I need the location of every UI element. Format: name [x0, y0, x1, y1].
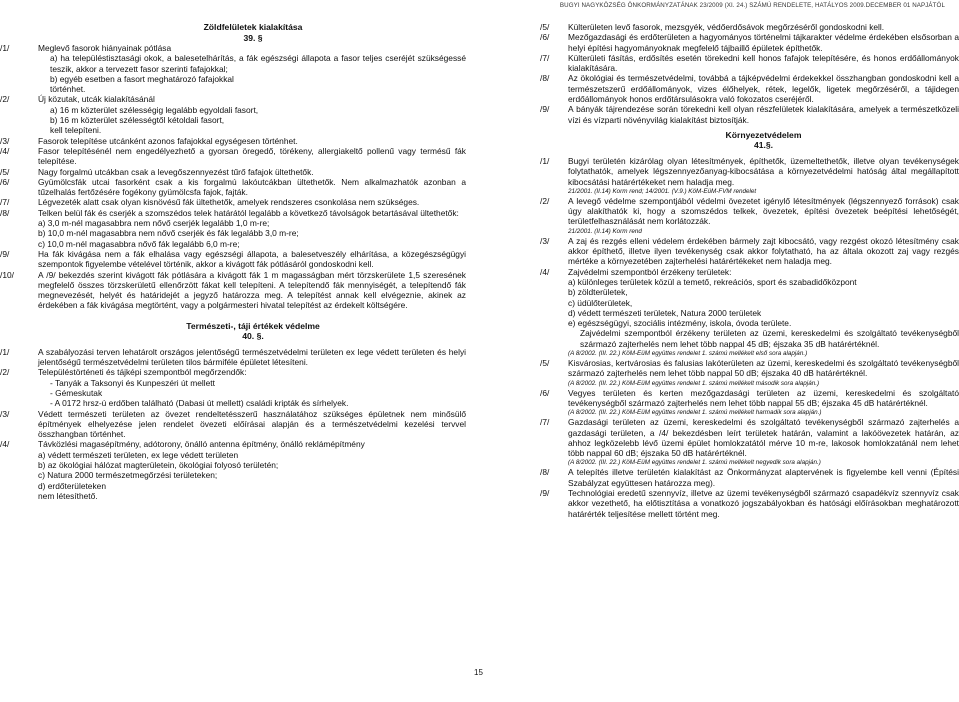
- paragraph-text: Mezőgazdasági és erdőterületen a hagyományos történelmi tájkarakter védelme érdekében elsősorban a helyi építési hagyományoknak megfelelő tájbaillő épületek építhetők.: [568, 32, 959, 53]
- paragraph-9: [493, 104, 959, 125]
- paragraph-8: [493, 73, 959, 104]
- paragraph-3: [0, 136, 466, 146]
- paragraph-number: /6/: [0, 176, 10, 187]
- paragraph-text: Ha fák kivágása nem a fák elhalása vagy egészségi állapota, a balesetveszély elhárítása, a közegészségügyi szempontok figyelembe vételével történik, akkor a kivágott fák pótlásáról gondoskodni kell.: [38, 248, 466, 270]
- list-item: a) védett természeti területen, ex lege védett területen: [38, 449, 239, 460]
- list-item: b) az ökológiai hálózat magterületein, ökológiai folyosó területén;: [38, 459, 279, 470]
- paragraph-number: /3/: [540, 235, 550, 246]
- paragraph-number: /4/: [540, 266, 550, 277]
- paragraph-text: Zajvédelmi szempontból érzékeny területen az üzemi, kereskedelmi és szolgáltató tevékenységből származó zajterhelés nem lehet több nappal 45 dB; éjszaka 35 dB határértéknél.: [580, 328, 959, 349]
- legal-reference-note: 21/2001. (II.14) Korm rend: [568, 227, 642, 235]
- list-item: c) 10,0 m-nél magasabbra nővő fák legalább 6,0 m-re;: [38, 238, 240, 249]
- paragraph-2: [493, 196, 959, 236]
- paragraph-1: [0, 43, 466, 94]
- paragraph-text: Nagy forgalmú utcákban csak a levegőszennyezést tűrő fafajok ültethetők.: [38, 166, 314, 177]
- paragraph-text: Gyümölcsfák utcai fasorként csak a kis forgalmú lakóutcákban ültethetők. Nem alkalmazhatók azonban a tűzelhalás fertőzésére fogékony gyümölcsfa fajok, fajták.: [38, 176, 466, 198]
- paragraph-text: Fasor telepítésénél nem engedélyezhető a gyorsan öregedő, törékeny, allergiakeltő pollenű vagy termésű fák telepítése.: [38, 145, 466, 167]
- paragraph-text: Vegyes területen és kerten mezőgazdasági területen az üzemi, kereskedelmi és szolgáltató tevékenységből származó zajterhelés nem lehet több nappal 55 dB; éjszaka 45 dB határértéknél.: [568, 387, 959, 408]
- paragraph-number: /7/: [0, 197, 10, 208]
- paragraph-text: Településtörténeti és tájképi szempontból megőrzendők:: [38, 367, 247, 378]
- list-item: történhet.: [50, 84, 86, 95]
- paragraph-number: /2/: [540, 195, 550, 206]
- paragraph-number: /2/: [0, 94, 10, 105]
- paragraph-5: [0, 167, 466, 177]
- legal-reference-note: (A 8/2002. (III. 22.) KöM-EüM együttes rendelet 1. számú mellékelt második sora alapján.): [568, 379, 820, 387]
- section-number: 41.§.: [753, 140, 774, 151]
- list-item: a) 16 m közterület szélességig legalább egyoldali fasort,: [50, 104, 259, 115]
- paragraph-text: A bányák tájrendezése során törekedni kell olyan részfelületek kialakítására, amelyek a természetközeli vízi és vízparti növényvilág kialakítást biztosítják.: [568, 104, 959, 125]
- list-item: b) 10,0 m-nél magasabbra nem nővő cserjék és fák legalább 3,0 m-re;: [38, 228, 299, 239]
- paragraph-8: [0, 208, 466, 249]
- paragraph-number: /4/: [0, 439, 10, 450]
- paragraph-6: [493, 32, 959, 53]
- paragraph-7: [493, 53, 959, 74]
- section-title: Zöldfelületek kialakítása: [203, 22, 303, 32]
- list-item: d) védett természeti területek, Natura 2000 területek: [568, 307, 762, 318]
- paragraph-number: /8/: [540, 467, 550, 478]
- paragraph-10: [0, 270, 466, 311]
- legal-reference-note: (A 8/2002. (III. 22.) KöM-EüM együttes rendelet 1. számú mellékelt első sora alapján.): [568, 350, 808, 358]
- list-item: nem létesíthető.: [38, 490, 98, 501]
- paragraph-number: /4/: [0, 145, 10, 156]
- paragraph-number: /7/: [540, 417, 550, 428]
- list-item: - A 0172 hrsz-ú erdőben található (Dabasi út mellett) családi kripták és sírhelyek.: [50, 398, 349, 409]
- paragraph-number: /9/: [0, 248, 10, 259]
- paragraph-text: Meglevő fasorok hiányainak pótlása: [38, 43, 172, 53]
- paragraph-text: A szabályozási terven lehatárolt országos jelentőségű természetvédelmi területen ex lege védett területen és helyi jelentőségű természetvédelmi területen tilos bármiféle épületet létesíteni.: [38, 346, 466, 368]
- paragraph-number: /8/: [540, 73, 550, 84]
- section-title: Környezetvédelem: [725, 129, 802, 140]
- paragraph-text: Kisvárosias, kertvárosias és falusias lakóterületen az üzemi, kereskedelmi és szolgáltató tevékenységből származó zajterhelés nem lehet több nappal 50 dB; éjszaka 40 dB határértéknél.: [568, 358, 959, 379]
- paragraph-text: Külterületen levő fasorok, mezsgyék, védőerdősávok megőrzéséről gondoskodni kell.: [568, 22, 885, 32]
- list-item: c) Natura 2000 természetmegőrzési területeken;: [38, 470, 218, 481]
- paragraph-number: /7/: [540, 52, 550, 63]
- list-item: d) erdőterületeken: [38, 480, 106, 491]
- paragraph-number: /1/: [0, 43, 10, 53]
- paragraph-1: [0, 347, 466, 368]
- paragraph-text: Új közutak, utcák kialakításánál: [38, 94, 155, 105]
- paragraph-number: /5/: [540, 358, 550, 369]
- list-item: - Gémeskutak: [50, 387, 103, 398]
- paragraph-number: /8/: [0, 207, 10, 218]
- paragraph-2: [0, 94, 466, 135]
- paragraph-text: Bugyi területén kizárólag olyan létesítmények, építhetők, üzemeltethetők, illetve olyan tevékenységek folytathatók, amelyek légszennyezőanyag-kibocsátása a környezetvédelmi hatóság által megállapított kibocsátási határértékeket nem haladja meg.: [568, 155, 959, 187]
- paragraph-text: Légvezeték alatt csak olyan kisnövésű fák ültethetők, amelyek rendszeres csonkolása nem szükséges.: [38, 197, 420, 208]
- paragraph-4: [0, 439, 466, 501]
- page-header: BUGYI NAGYKÖZSÉG ÖNKORMÁNYZATÁNAK 23/2009 (XI. 24.) SZÁMÚ RENDELETE, HATÁLYOS 2009.DECEMBER 01 NAPJÁTÓL: [559, 2, 945, 9]
- paragraph-8: [493, 467, 959, 488]
- list-item: a) 3,0 m-nél magasabbra nem nővő cserjék legalább 1,0 m-re;: [38, 218, 270, 229]
- paragraph-number: /10/: [0, 269, 14, 280]
- paragraph-text: A levegő védelme szempontjából védelmi övezetet igénylő létesítmények (légszennyező források) csak úgy alakíthatók ki, hogy a szomszédos telkek, övezetek, építési övezetek beépítési lehetőségét, területfelhasználását nem korlátozzák.: [568, 195, 959, 227]
- paragraph-number: /1/: [0, 346, 10, 357]
- section-number: 39. §: [243, 32, 263, 43]
- list-item: - Tanyák a Taksonyi és Kunpeszéri út mellett: [50, 377, 215, 388]
- paragraph-number: /6/: [540, 32, 550, 43]
- paragraph-number: /9/: [540, 104, 550, 115]
- list-item: b) zöldterületek,: [568, 287, 628, 298]
- paragraph-text: Telken belül fák és cserjék a szomszédos telek határától legalább a következő távolságok betartásával ültethetők:: [38, 207, 459, 218]
- paragraph-text: Zajvédelmi szempontból érzékeny területek:: [568, 266, 732, 277]
- page-number: 15: [474, 668, 483, 677]
- paragraph-7: [0, 197, 466, 207]
- paragraph-3: [493, 236, 959, 267]
- paragraph-9: [493, 488, 959, 519]
- list-item: c) üdülőterületek,: [568, 297, 633, 308]
- paragraph-6: [0, 177, 466, 198]
- paragraph-5: [493, 22, 959, 32]
- section-number: 40. §.: [242, 331, 264, 342]
- paragraph-text: A telepítés illetve területén kialakítást az Önkormányzat alaptervének is figyelembe kell venni (Építési Szabályzat együttesen határozza meg).: [568, 467, 959, 488]
- list-item: a) különleges területek közül a temető, rekreációs, sport és szabadidőközpont: [568, 276, 857, 287]
- section-title: Természeti-, táji értékek védelme: [186, 320, 320, 331]
- paragraph-text: Távközlési magasépítmény, adótorony, önálló antenna építmény, önálló reklámépítmény: [38, 439, 365, 450]
- list-item: kell telepíteni.: [50, 125, 102, 136]
- list-item: b) egyéb esetben a fasort meghatározó fafajokkal: [50, 73, 234, 84]
- paragraph-number: /3/: [0, 135, 10, 146]
- paragraph-number: /6/: [540, 387, 550, 398]
- paragraph-3: [0, 409, 466, 440]
- paragraph-text: Védett természeti területen az övezet rendeltetésszerű használatához szükséges épületnek nem minősülő építmények elhelyezése jelen rendelet övezeti előírásai alapján és a természetvédelmi kezelési tervvel összhangban történhet.: [38, 408, 466, 440]
- paragraph-number: /3/: [0, 408, 10, 419]
- paragraph-number: /2/: [0, 367, 10, 378]
- paragraph-number: /5/: [0, 166, 10, 177]
- paragraph-text: A /9/ bekezdés szerint kivágott fák pótlására a kivágott fák 1 m magasságban mért törzskerülete 1,5 szeresének megfelelő összes törzskerületű ellenőrzött fákat kell telepíteni. A telepítendő fák mennyiségét, a telepítendő fák megnevezését, helyét és határidejét a jegyző határozza meg. A telepítést annak kell elvégeznie, akinek az érdekében a fák kivágása megtörtént, vagy a polgármesteri hivatal telepítést az érdekelt költségére.: [38, 269, 466, 311]
- paragraph-6: [493, 388, 959, 418]
- paragraph-text: Az ökológiai és természetvédelmi, továbbá a tájképvédelmi érdekekkel összhangban gondoskodni kell a természetszerű erdőállományok, vizes élőhelyek, rétek, legelők, ligetek megőrzéséről, a tájidegen erdőállományok honos erdőtársulásokra való fokozatos cseréjéről.: [568, 73, 959, 105]
- right-column: [493, 22, 959, 519]
- paragraph-text: Külterületi fásítás, erdősítés esetén törekedni kell honos fafajok telepítésére, és honos erdőállományok kialakítására.: [568, 52, 959, 74]
- paragraph-4: [0, 146, 466, 167]
- paragraph-text: Technológiai eredetű szennyvíz, illetve az üzemi tevékenységből származó csapadékvíz szennyvíz csak akkor vezethető, ha előtisztítása a vonatkozó jogszabályokban és hatósági előírásokban meghatározott határérték teljesítése mellett történt meg.: [568, 487, 959, 519]
- paragraph-text: Fasorok telepítése utcánként azonos fafajokkal egységesen történhet.: [38, 135, 298, 146]
- paragraph-number: /1/: [540, 155, 550, 166]
- paragraph-number: /5/: [540, 22, 550, 32]
- list-item: e) egészségügyi, szociális intézmény, iskola, óvoda területe.: [568, 318, 792, 329]
- paragraph-text: Gazdasági területen az üzemi, kereskedelmi és szolgáltató tevékenységből származó zajterhelés a gazdasági területen, a /4/ bekezdésben leírt területek határán, valamint a lakóövezetek határán, az ahhoz legközelebb lévő üzemi épület homlokzatától mérve 10 m-re, lakosok homlokzatánál nem lehet több nappal 60 dB; éjszaka 50 dB határértéknél.: [568, 417, 959, 459]
- paragraph-2: [0, 367, 466, 408]
- paragraph-text: A zaj és rezgés elleni védelem érdekében bármely zajt kibocsátó, vagy rezgést okozó létesítmény csak akkor építhető, illetve ilyen tevékenység csak akkor folytatható, ha az általa okozott zaj vagy rezgés mértéke a környezetében zajterhelési határértékeket nem haladja meg.: [568, 235, 959, 267]
- paragraph-7: [493, 417, 959, 467]
- list-item: a) ha településtisztasági okok, a balesetelhárítás, a fák egészségi állapota a fasor teljes cseréjét szükségessé teszik, akkor a tervezett fasor szerinti fafajokkal;: [50, 53, 466, 74]
- legal-reference-note: 21/2001. (II.14) Korm rend; 14/2001. (V.9.) KöM-EüM-FVM rendelet: [568, 187, 757, 195]
- legal-reference-note: (A 8/2002. (III. 22.) KöM-EüM együttes rendelet 1. számú mellékelt harmadik sora alapján.): [568, 409, 822, 417]
- left-column: [0, 22, 466, 501]
- list-item: b) 16 m közterület szélességtől kétoldali fasort,: [50, 115, 225, 126]
- paragraph-5: [493, 358, 959, 388]
- paragraph-9: [0, 249, 466, 270]
- paragraph-number: /9/: [540, 487, 550, 498]
- paragraph-4: [493, 267, 959, 358]
- legal-reference-note: (A 8/2002. (III. 22.) KöM-EüM együttes rendelet 1. számú mellékelt negyedik sora alapján.): [568, 459, 821, 467]
- paragraph-1: [493, 156, 959, 196]
